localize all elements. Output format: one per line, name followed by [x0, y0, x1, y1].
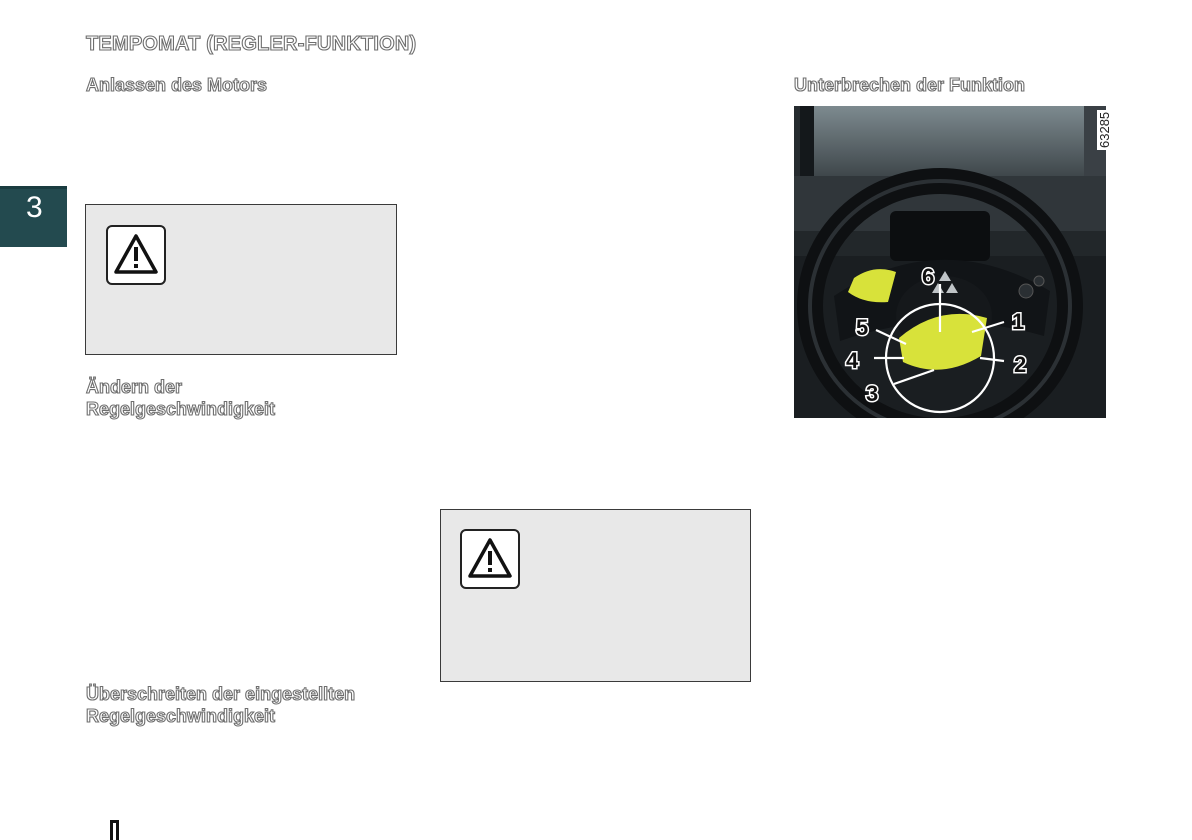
- heading-start-engine: Anlassen des Motors: [86, 75, 268, 95]
- callout-6: 6: [922, 264, 935, 289]
- heading-exceed-speed: [86, 683, 355, 727]
- callout-2: 2: [1014, 352, 1027, 377]
- heading-change-speed: [86, 376, 275, 420]
- chapter-tab: [0, 186, 67, 247]
- figure-id-label: 63285: [1097, 111, 1112, 148]
- steering-wheel-illustration: [794, 106, 1106, 418]
- heading-change-speed-line2: Regelgeschwindigkeit: [86, 399, 276, 419]
- callout-5: 5: [856, 315, 869, 340]
- page-title: TEMPOMAT (REGLER-FUNKTION): [86, 33, 417, 55]
- callout-1: 1: [1012, 309, 1025, 334]
- heading-exceed-speed-line2: Regelgeschwindigkeit: [86, 706, 276, 726]
- callout-4: 4: [846, 348, 859, 373]
- warning-box-2: [440, 509, 751, 682]
- heading-exceed-speed-line1: Überschreiten der eingestellten: [86, 684, 356, 704]
- footer-mark: [110, 820, 119, 840]
- warning-box-1: [85, 204, 397, 355]
- callout-3: 3: [866, 381, 879, 406]
- chapter-number: 3: [26, 191, 43, 224]
- warning-triangle-icon: [106, 225, 166, 285]
- heading-interrupt: Unterbrechen der Funktion: [794, 75, 1026, 95]
- warning-triangle-icon: [460, 529, 520, 589]
- heading-change-speed-line1: Ändern der: [86, 377, 183, 397]
- steering-wheel-photo: [794, 106, 1106, 418]
